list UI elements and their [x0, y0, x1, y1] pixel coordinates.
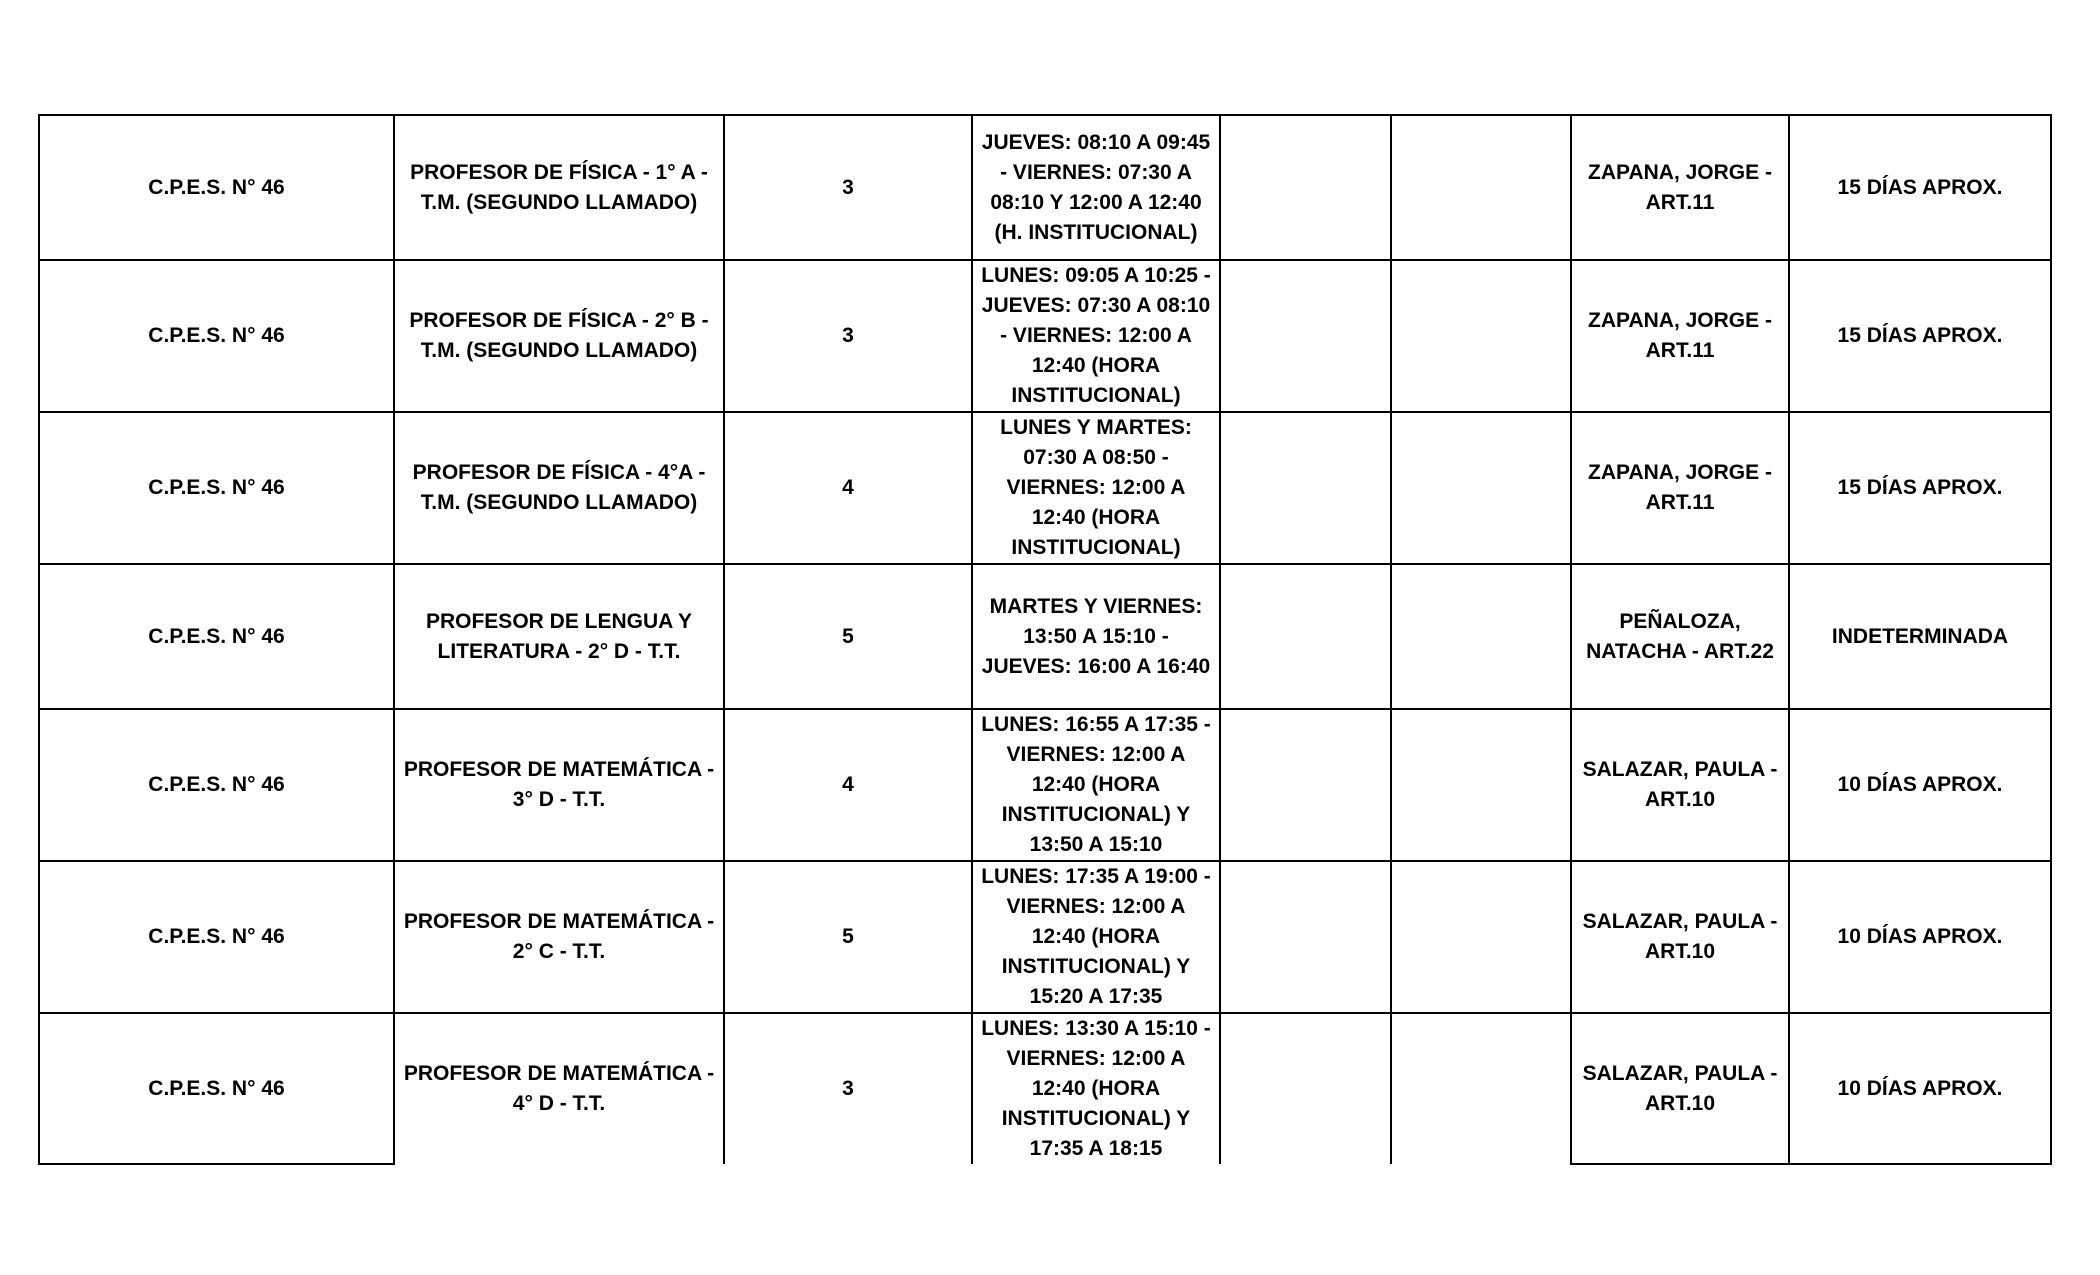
hours-cell [724, 861, 972, 1013]
institution-text: C.P.E.S. N° 46 [148, 324, 285, 347]
institution-cell [39, 260, 394, 412]
position-text: PROFESOR DE FÍSICA - 2° B - T.M. (SEGUNDO LLAMADO) [409, 309, 709, 362]
position-text: PROFESOR DE MATEMÁTICA - 3° D - T.T. [403, 758, 715, 811]
hours-text: 3 [842, 175, 854, 199]
holder-cell [1571, 861, 1789, 1013]
institution-cell [39, 115, 394, 260]
institution-cell [39, 412, 394, 564]
table-row [39, 564, 2051, 709]
institution-text: C.P.E.S. N° 46 [148, 624, 285, 648]
position-text: PROFESOR DE FÍSICA - 1° A - T.M. (SEGUNDO LLAMADO) [410, 160, 708, 214]
position-text: PROFESOR DE MATEMÁTICA - 2° C - T.T. [403, 910, 715, 963]
table-row [39, 709, 2051, 861]
holder-cell [1571, 260, 1789, 412]
position-text: PROFESOR DE LENGUA Y LITERATURA - 2° D - T.T. [425, 609, 693, 663]
schedule-text: JUEVES: 08:10 A 09:45 - VIERNES: 07:30 A 08:10 Y 12:00 A 12:40 (H. INSTITUCIONAL) [981, 130, 1211, 244]
holder-text: SALAZAR, PAULA - ART.10 [1582, 758, 1778, 811]
schedule-cell [972, 260, 1220, 412]
duration-text: 10 DÍAS APROX. [1837, 773, 2003, 796]
duration-text: INDETERMINADA [1831, 624, 2009, 648]
blank-cell-1 [1220, 861, 1391, 1013]
duration-text: 15 DÍAS APROX. [1837, 175, 2003, 199]
hours-text: 3 [842, 324, 854, 347]
blank-cell-2 [1391, 709, 1571, 861]
schedule-cell [972, 412, 1220, 564]
institution-text: C.P.E.S. N° 46 [148, 1076, 285, 1100]
institution-text: C.P.E.S. N° 46 [148, 773, 285, 796]
institution-cell [39, 564, 394, 709]
institution-text: C.P.E.S. N° 46 [148, 925, 285, 948]
hours-text: 3 [842, 1077, 854, 1100]
table-row [39, 1013, 2051, 1164]
blank-cell-1 [1220, 564, 1391, 709]
schedule-text: LUNES: 16:55 A 17:35 - VIERNES: 12:00 A 12:40 (HORA INSTITUCIONAL) Y 13:50 A 15:10 [981, 713, 1211, 856]
duration-cell [1789, 412, 2051, 564]
schedule-text: MARTES Y VIERNES: 13:50 A 15:10 - JUEVES: 16:00 A 16:40 [981, 594, 1211, 678]
duration-text: 10 DÍAS APROX. [1837, 1076, 2003, 1100]
blank-cell-2 [1391, 861, 1571, 1013]
position-cell [394, 709, 724, 861]
holder-text: PEÑALOZA, NATACHA - ART.22 [1586, 609, 1774, 663]
schedule-cell [972, 115, 1220, 260]
hours-text: 5 [842, 925, 854, 948]
blank-cell-1 [1220, 115, 1391, 260]
position-cell [394, 1013, 724, 1164]
holder-cell [1571, 709, 1789, 861]
hours-cell [724, 260, 972, 412]
position-cell [394, 564, 724, 709]
institution-text: C.P.E.S. N° 46 [148, 476, 285, 499]
schedule-cell [972, 564, 1220, 709]
hours-text: 4 [842, 773, 854, 796]
holder-text: ZAPANA, JORGE - ART.11 [1588, 309, 1772, 362]
blank-cell-2 [1391, 564, 1571, 709]
blank-cell-2 [1391, 115, 1571, 260]
schedule-text: LUNES Y MARTES: 07:30 A 08:50 - VIERNES: 12:00 A 12:40 (HORA INSTITUCIONAL) [1000, 416, 1192, 559]
holder-text: ZAPANA, JORGE - ART.11 [1588, 160, 1772, 214]
institution-text: C.P.E.S. N° 46 [148, 175, 285, 199]
duration-text: 15 DÍAS APROX. [1837, 476, 2003, 499]
holder-cell [1571, 564, 1789, 709]
duration-text: 15 DÍAS APROX. [1837, 324, 2003, 347]
table-row [39, 861, 2051, 1013]
hours-cell [724, 412, 972, 564]
schedule-text: LUNES: 09:05 A 10:25 - JUEVES: 07:30 A 08:10 - VIERNES: 12:00 A 12:40 (HORA INSTITUCIONAL) [981, 264, 1211, 407]
holder-text: SALAZAR, PAULA - ART.10 [1582, 910, 1778, 963]
position-cell [394, 412, 724, 564]
hours-text: 5 [842, 624, 854, 648]
blank-cell-2 [1391, 260, 1571, 412]
holder-text: SALAZAR, PAULA - ART.10 [1582, 1061, 1778, 1115]
blank-cell-1 [1220, 412, 1391, 564]
institution-cell [39, 709, 394, 861]
hours-cell [724, 1013, 972, 1164]
holder-text: ZAPANA, JORGE - ART.11 [1588, 461, 1772, 514]
holder-cell [1571, 1013, 1789, 1164]
hours-cell [724, 115, 972, 260]
blank-cell-1 [1220, 709, 1391, 861]
vacancy-table [38, 114, 2052, 1165]
duration-cell [1789, 115, 2051, 260]
table-row [39, 115, 2051, 260]
hours-cell [724, 709, 972, 861]
duration-cell [1789, 1013, 2051, 1164]
schedule-cell [972, 1013, 1220, 1164]
position-cell [394, 861, 724, 1013]
vacancy-table-sheet [38, 114, 2050, 1165]
position-text: PROFESOR DE MATEMÁTICA - 4° D - T.T. [403, 1062, 715, 1115]
blank-cell-1 [1220, 260, 1391, 412]
table-row [39, 260, 2051, 412]
schedule-text: LUNES: 13:30 A 15:10 - VIERNES: 12:00 A 12:40 (HORA INSTITUCIONAL) Y 17:35 A 18:15 [981, 1017, 1211, 1160]
position-cell [394, 260, 724, 412]
duration-cell [1789, 260, 2051, 412]
blank-cell-1 [1220, 1013, 1391, 1164]
schedule-cell [972, 861, 1220, 1013]
institution-cell [39, 861, 394, 1013]
institution-cell [39, 1013, 394, 1164]
blank-cell-2 [1391, 1013, 1571, 1164]
duration-cell [1789, 564, 2051, 709]
blank-cell-2 [1391, 412, 1571, 564]
schedule-text: LUNES: 17:35 A 19:00 - VIERNES: 12:00 A 12:40 (HORA INSTITUCIONAL) Y 15:20 A 17:35 [981, 865, 1211, 1008]
duration-text: 10 DÍAS APROX. [1837, 925, 2003, 948]
table-row [39, 412, 2051, 564]
hours-text: 4 [842, 476, 854, 499]
holder-cell [1571, 115, 1789, 260]
schedule-cell [972, 709, 1220, 861]
duration-cell [1789, 861, 2051, 1013]
duration-cell [1789, 709, 2051, 861]
position-cell [394, 115, 724, 260]
hours-cell [724, 564, 972, 709]
position-text: PROFESOR DE FÍSICA - 4°A - T.M. (SEGUNDO LLAMADO) [412, 461, 706, 514]
holder-cell [1571, 412, 1789, 564]
